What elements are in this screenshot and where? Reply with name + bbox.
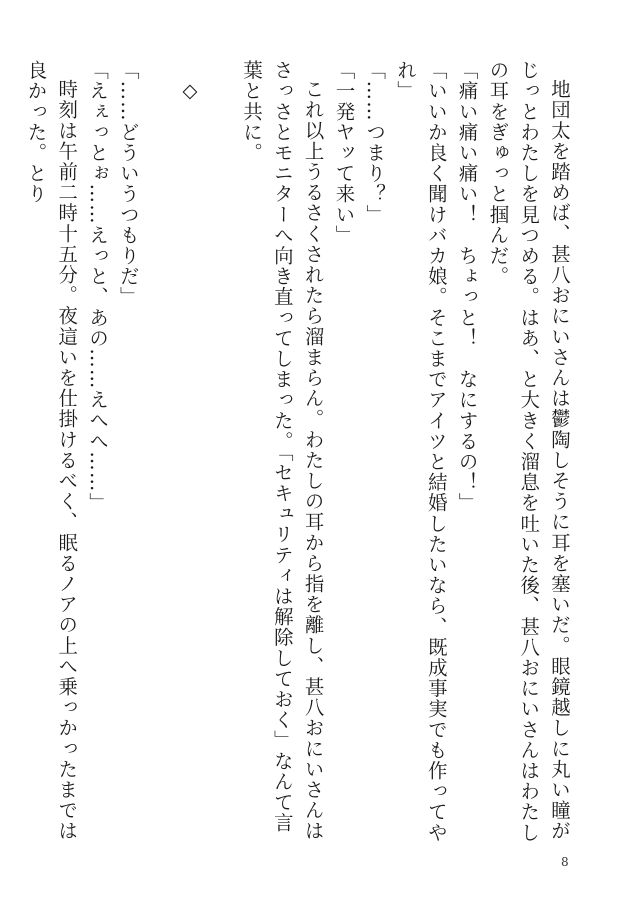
- paragraph-3: 時刻は午前二時十五分。夜這いを仕掛けるべく、眠るノアの上へ乗っかったまでは良かった。とり: [24, 60, 79, 842]
- dialogue-line-1: 「痛い痛い痛い！ ちょっと！ なにするの！」: [455, 60, 479, 514]
- section-break-diamond: ◇: [178, 79, 202, 104]
- dialogue-line-3: 「……つまり？」: [363, 60, 387, 225]
- vertical-text-body: [20, 60, 574, 850]
- paragraph-2: これ以上うるさくされたら溜まらん。わたしの耳から指を離し、甚八おにいさんはさっさとモニターへ向き直ってしまった。「セキュリティは解除しておく」なんて言葉と共に。: [240, 60, 325, 842]
- page-number: 8: [561, 855, 569, 869]
- dialogue-line-5: 「……どういうつもりだ」: [116, 60, 140, 308]
- dialogue-line-6: 「えぇっとぉ……えっと、あの……えへへ……」: [86, 60, 110, 514]
- dialogue-line-2: 「いいか良く聞けバカ娘。そこまでアイツと結婚したいなら、既成事実でも作ってやれ」: [394, 60, 448, 843]
- dialogue-line-4: 「一発ヤッて来い」: [332, 60, 356, 246]
- paragraph-1: 地団太を踏めば、甚八おにいさんは鬱陶しそうに耳を塞いだ。眼鏡越しに丸い瞳がじっとわたしを見つめる。はあ、と大きく溜息を吐いた後、甚八おにいさんはわたしの耳をぎゅっと掴んだ。: [486, 60, 571, 843]
